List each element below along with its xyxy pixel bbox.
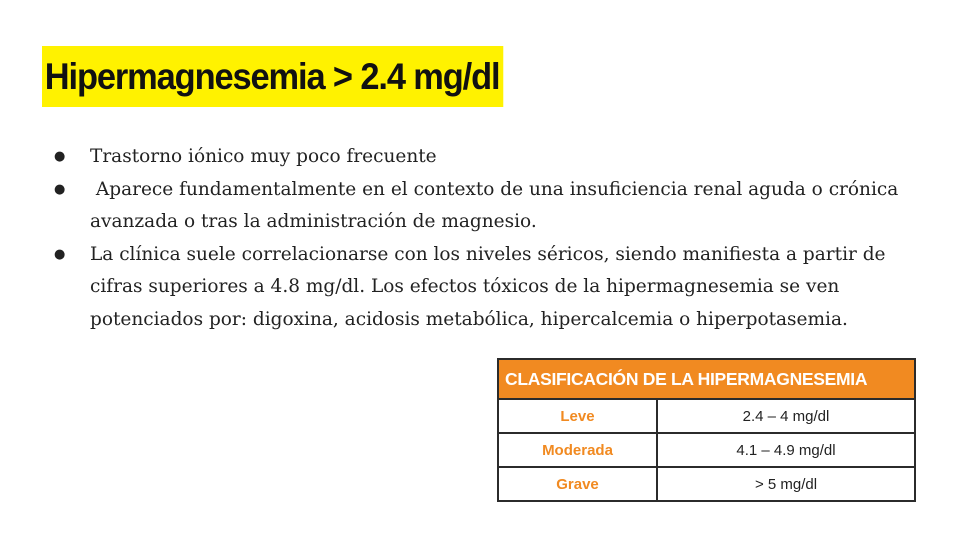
bullet-item <box>54 174 924 239</box>
bullet-text: Trastorno iónico muy poco frecuente <box>90 146 437 167</box>
bullet-list <box>54 141 924 336</box>
slide-title: Hipermagnesemia > 2.4 mg/dl <box>42 46 503 107</box>
bullet-icon: ● <box>54 149 66 164</box>
severity-level: Grave <box>498 467 657 501</box>
magnesium-range: > 5 mg/dl <box>657 467 915 501</box>
table-row <box>498 399 915 433</box>
table-row <box>498 433 915 467</box>
bullet-icon: ● <box>54 246 66 262</box>
severity-level: Leve <box>498 399 657 433</box>
bullet-text: La clínica suele correlacionarse con los niveles séricos, siendo manifiesta a partir de cifras superiores a 4.8 mg/dl. Los efectos tóxicos de la hipermagnesemia se ven potenciados por: digoxina, acidosis metabólica, hipercalcemia o hiperpotasemia. <box>90 243 886 330</box>
bullet-item <box>54 141 924 174</box>
table-header-row <box>498 359 915 399</box>
table-row <box>498 467 915 501</box>
table-header: CLASIFICACIÓN DE LA HIPERMAGNESEMIA <box>498 359 915 399</box>
magnesium-range: 4.1 – 4.9 mg/dl <box>657 433 915 467</box>
severity-level: Moderada <box>498 433 657 467</box>
bullet-item <box>54 239 924 337</box>
bullet-text: Aparece fundamentalmente en el contexto de una insuficiencia renal aguda o crónica avanzada o tras la administración de magnesio. <box>90 178 905 232</box>
classification-table <box>497 358 916 502</box>
bullet-icon: ● <box>54 181 66 197</box>
magnesium-range: 2.4 – 4 mg/dl <box>657 399 915 433</box>
